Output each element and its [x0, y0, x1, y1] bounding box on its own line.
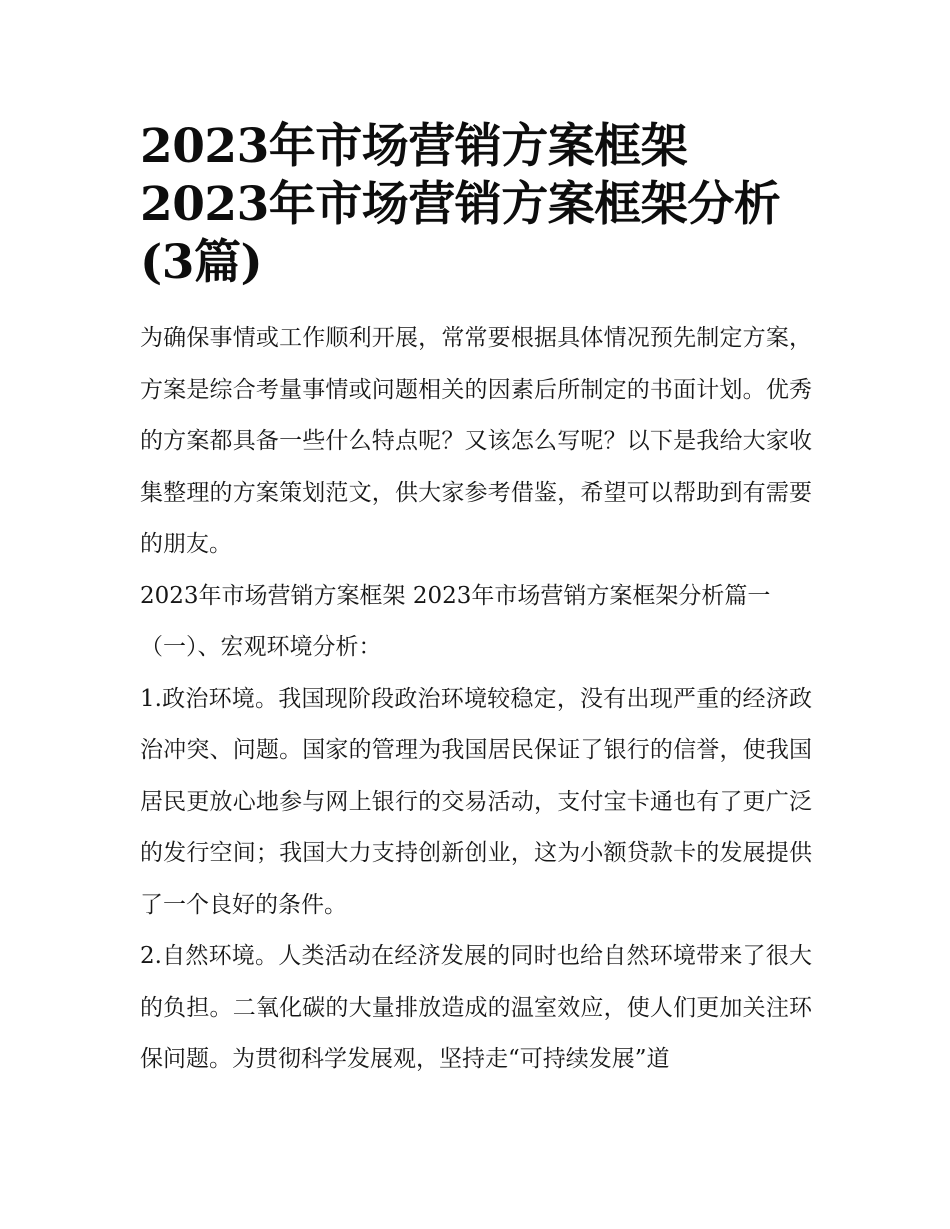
- natural-environment-paragraph: 2.自然环境。人类活动在经济发展的同时也给自然环境带来了很大的负担。二氧化碳的大量排放造成的温室效应，使人们更加关注环保问题。为贯彻科学发展观，坚持走“可持续发展”道: [140, 943, 812, 1072]
- document-title-line-3: (3篇): [140, 235, 263, 290]
- document-body: [140, 313, 812, 1086]
- section-heading: 2023年市场营销方案框架 2023年市场营销方案框架分析篇一: [140, 582, 771, 609]
- document-title-line-2: 2023年市场营销方案框架分析: [140, 177, 781, 232]
- document-title-line-1: 2023年市场营销方案框架: [140, 119, 688, 174]
- document-content: [140, 118, 812, 1086]
- intro-paragraph: 为确保事情或工作顺利开展，常常要根据具体情况预先制定方案，方案是综合考量事情或问题相关的因素后所制定的书面计划。优秀的方案都具备一些什么特点呢？又该怎么写呢？以下是我给大家收集整理的方案策划范文，供大家参考借鉴，希望可以帮助到有需要的朋友。: [140, 325, 812, 557]
- political-environment-paragraph: 1.政治环境。我国现阶段政治环境较稳定，没有出现严重的经济政治冲突、问题。国家的管理为我国居民保证了银行的信誉，使我国居民更放心地参与网上银行的交易活动，支付宝卡通也有了更广泛的发行空间；我国大力支持创新创业，这为小额贷款卡的发展提供了一个良好的条件。: [140, 685, 812, 918]
- subsection-heading: （一）、宏观环境分析：: [140, 634, 382, 660]
